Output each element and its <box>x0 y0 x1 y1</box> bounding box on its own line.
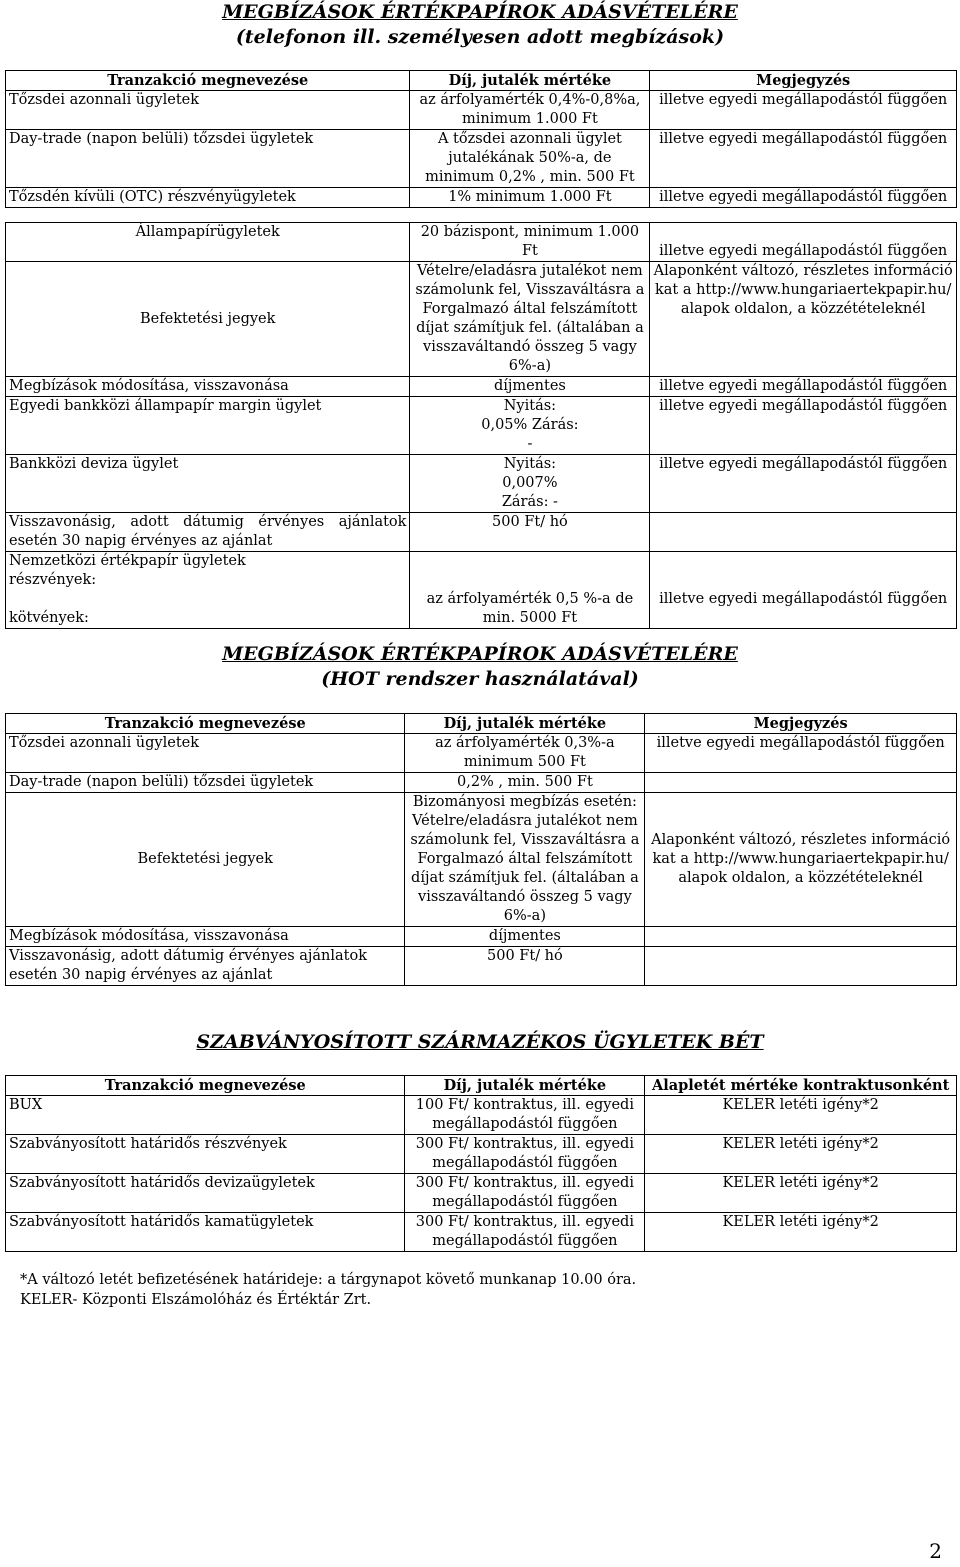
row-note <box>645 773 957 793</box>
row-name: Befektetési jegyek <box>6 793 405 927</box>
table-row <box>6 734 957 773</box>
row-name: Visszavonásig, adott dátumig érvényes ajánlatok esetén 30 napig érvényes az ajánlat <box>6 947 405 986</box>
row-note: illetve egyedi megállapodástól függően <box>650 223 957 262</box>
row-name: Szabványosított határidős kamatügyletek <box>6 1213 405 1252</box>
table-row <box>6 1174 957 1213</box>
row-note <box>645 927 957 947</box>
row-fee: 0,2% , min. 500 Ft <box>405 773 645 793</box>
table-row <box>6 773 957 793</box>
header-note: Megjegyzés <box>650 71 957 91</box>
row-name: Állampapírügyletek <box>6 223 410 262</box>
row-fee: A tőzsdei azonnali ügylet jutalékának 50%-a, de minimum 0,2% , min. 500 Ft <box>410 130 650 188</box>
row-note: illetve egyedi megállapodástól függően <box>650 552 957 629</box>
table-row <box>6 188 957 208</box>
section1-title: MEGBÍZÁSOK ÉRTÉKPAPÍROK ADÁSVÉTELÉRE <box>222 1 738 23</box>
table-row <box>6 262 957 377</box>
section2-title: MEGBÍZÁSOK ÉRTÉKPAPÍROK ADÁSVÉTELÉRE <box>222 643 738 665</box>
section1-subtitle: (telefonon ill. személyesen adott megbízások) <box>235 26 725 48</box>
table-row <box>6 793 957 927</box>
row-note: illetve egyedi megállapodástól függően <box>650 397 957 455</box>
row-fee: az árfolyamérték 0,3%-a minimum 500 Ft <box>405 734 645 773</box>
header-fee: Díj, jutalék mértéke <box>405 714 645 734</box>
row-note: Alaponként változó, részletes információkat a http://www.hungariaertekpapir.hu/alapok oldalon, a közzétételeknél <box>650 262 957 377</box>
row-note: Alaponként változó, részletes információkat a http://www.hungariaertekpapir.hu/alapok oldalon, a közzétételeknél <box>645 793 957 927</box>
row-note: KELER letéti igény*2 <box>645 1135 957 1174</box>
row-name: Tőzsdei azonnali ügyletek <box>6 91 410 130</box>
row-name: Megbízások módosítása, visszavonása <box>6 927 405 947</box>
section2-table <box>5 713 957 986</box>
row-fee: 300 Ft/ kontraktus, ill. egyedi megállapodástól függően <box>405 1135 645 1174</box>
row-fee: 20 bázispont, minimum 1.000 Ft <box>410 223 650 262</box>
table-row <box>6 513 957 552</box>
header-fee: Díj, jutalék mértéke <box>405 1076 645 1096</box>
row-name: Megbízások módosítása, visszavonása <box>6 377 410 397</box>
footnotes <box>20 1270 636 1310</box>
row-name: Befektetési jegyek <box>6 262 410 377</box>
table-row <box>6 1096 957 1135</box>
header-note: Megjegyzés <box>645 714 957 734</box>
row-note: illetve egyedi megállapodástól függően <box>650 91 957 130</box>
row-fee: Vételre/eladásra jutalékot nem számolunk fel, Visszaváltásra a Forgalmazó által felszámított díjat számítjuk fel. (általában a visszaváltandó összeg 5 vagy 6%-a) <box>410 262 650 377</box>
row-name: Day-trade (napon belüli) tőzsdei ügyletek <box>6 130 410 188</box>
row-fee: 1% minimum 1.000 Ft <box>410 188 650 208</box>
table-spacer <box>6 208 957 223</box>
row-name: Visszavonásig, adott dátumig érvényes ajánlatok esetén 30 napig érvényes az ajánlat <box>6 513 410 552</box>
row-fee: 500 Ft/ hó <box>410 513 650 552</box>
section3-table <box>5 1075 957 1252</box>
row-note: illetve egyedi megállapodástól függően <box>650 455 957 513</box>
row-note: KELER letéti igény*2 <box>645 1096 957 1135</box>
row-fee: 500 Ft/ hó <box>405 947 645 986</box>
header-transaction: Tranzakció megnevezése <box>6 1076 405 1096</box>
table-row <box>6 377 957 397</box>
table-row <box>6 397 957 455</box>
table-row <box>6 91 957 130</box>
header-margin: Alapletét mértéke kontraktusonként <box>645 1076 957 1096</box>
table-row <box>6 1213 957 1252</box>
row-fee: Bizományosi megbízás esetén: Vételre/eladásra jutalékot nem számolunk fel, Visszaváltásra a Forgalmazó által felszámított díjat számítjuk fel. (általában a visszaváltandó összeg 5 vagy 6%-a) <box>405 793 645 927</box>
table-row <box>6 947 957 986</box>
row-note: illetve egyedi megállapodástól függően <box>650 377 957 397</box>
row-fee: Nyitás: 0,007% Zárás: - <box>410 455 650 513</box>
row-note: KELER letéti igény*2 <box>645 1213 957 1252</box>
table-header-row <box>6 71 957 91</box>
row-note: illetve egyedi megállapodástól függően <box>650 130 957 188</box>
row-name-group <box>6 552 410 629</box>
row-name: Day-trade (napon belüli) tőzsdei ügyletek <box>6 773 405 793</box>
row-fee: 100 Ft/ kontraktus, ill. egyedi megállapodástól függően <box>405 1096 645 1135</box>
table-row <box>6 1135 957 1174</box>
row-subname-bonds: kötvények: <box>9 610 89 626</box>
page-number: 2 <box>929 1539 942 1563</box>
row-name: Bankközi deviza ügylet <box>6 455 410 513</box>
row-fee: díjmentes <box>410 377 650 397</box>
header-transaction: Tranzakció megnevezése <box>6 71 410 91</box>
section3-title: SZABVÁNYOSÍTOTT SZÁRMAZÉKOS ÜGYLETEK BÉT <box>196 1031 764 1053</box>
table-row <box>6 130 957 188</box>
row-name: Egyedi bankközi állampapír margin ügylet <box>6 397 410 455</box>
row-name: Szabványosított határidős részvények <box>6 1135 405 1174</box>
row-fee: díjmentes <box>405 927 645 947</box>
row-name: Nemzetközi értékpapír ügyletek <box>9 553 246 569</box>
section2-subtitle: (HOT rendszer használatával) <box>321 668 639 690</box>
section3-heading <box>0 1030 960 1055</box>
footnote-margin-deadline: *A változó letét befizetésének határideje: a tárgynapot követő munkanap 10.00 óra. <box>20 1272 637 1288</box>
table-row <box>6 223 957 262</box>
header-fee: Díj, jutalék mértéke <box>410 71 650 91</box>
row-name: Tőzsdei azonnali ügyletek <box>6 734 405 773</box>
table-header-row <box>6 1076 957 1096</box>
footnote-keler: KELER- Központi Elszámolóház és Értéktár Zrt. <box>20 1292 372 1308</box>
section2-heading <box>0 642 960 692</box>
row-note <box>650 513 957 552</box>
row-name: Tőzsdén kívüli (OTC) részvényügyletek <box>6 188 410 208</box>
header-transaction: Tranzakció megnevezése <box>6 714 405 734</box>
row-name: Szabványosított határidős devizaügyletek <box>6 1174 405 1213</box>
row-fee: az árfolyamérték 0,4%-0,8%a, minimum 1.000 Ft <box>410 91 650 130</box>
row-fee: Nyitás: 0,05% Zárás: - <box>410 397 650 455</box>
row-note: illetve egyedi megállapodástól függően <box>645 734 957 773</box>
row-fee: 300 Ft/ kontraktus, ill. egyedi megállapodástól függően <box>405 1174 645 1213</box>
section1-heading <box>0 0 960 50</box>
section1-table <box>5 70 957 629</box>
row-subname-stocks: részvények: <box>9 572 97 588</box>
row-fee: az árfolyamérték 0,5 %-a de min. 5000 Ft <box>410 552 650 629</box>
row-name: BUX <box>6 1096 405 1135</box>
row-fee: 300 Ft/ kontraktus, ill. egyedi megállapodástól függően <box>405 1213 645 1252</box>
table-header-row <box>6 714 957 734</box>
row-note: KELER letéti igény*2 <box>645 1174 957 1213</box>
table-row <box>6 552 957 629</box>
table-row <box>6 927 957 947</box>
row-note: illetve egyedi megállapodástól függően <box>650 188 957 208</box>
row-note <box>645 947 957 986</box>
table-row <box>6 455 957 513</box>
